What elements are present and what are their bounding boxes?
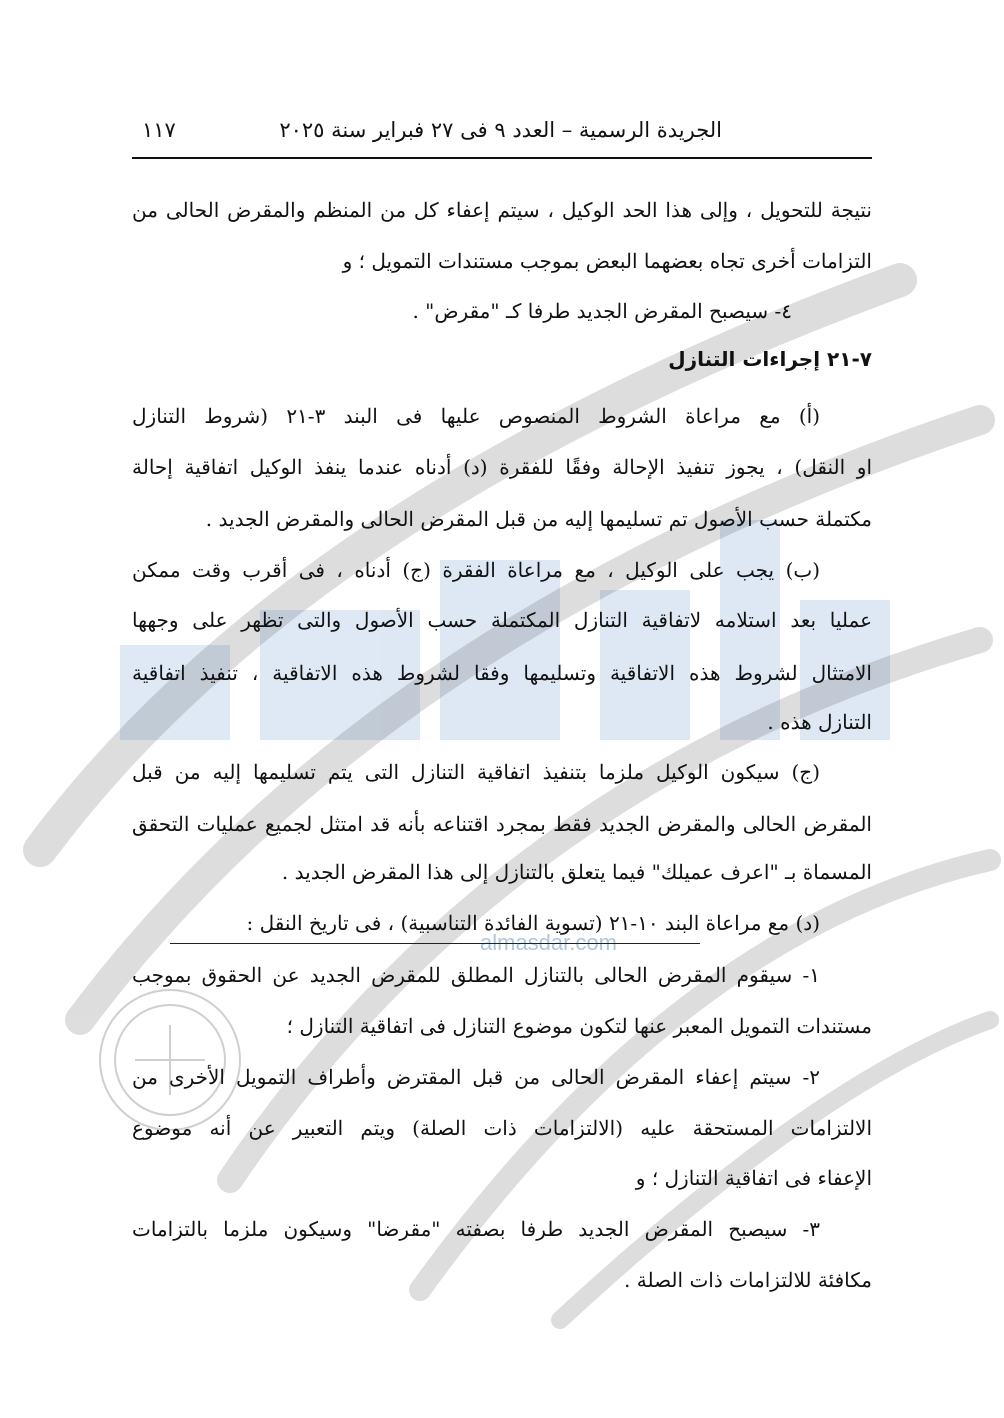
list-item: ٣- سيصبح المقرض الجديد طرفا بصفته "مقرضا" وسيكون ملزما بالتزامات (132, 1217, 820, 1241)
page-number: ١١٧ (142, 118, 176, 142)
body-line: (ج) سيكون الوكيل ملزما بتنفيذ اتفاقية التنازل التى يتم تسليمها إليه من قبل (132, 760, 820, 784)
body-line: او النقل) ، يجوز تنفيذ الإحالة وفقًا للفقرة (د) أدناه عندما ينفذ الوكيل اتفاقية إحالة (132, 455, 872, 479)
body-line: التنازل هذه . (767, 710, 872, 734)
body-line: المسماة بـ "اعرف عميلك" فيما يتعلق بالتنازل إلى هذا المقرض الجديد . (281, 860, 872, 884)
body-line: مكافئة للالتزامات ذات الصلة . (624, 1268, 872, 1292)
list-item: ١- سيقوم المقرض الحالى بالتنازل المطلق للمقرض الجديد عن الحقوق بموجب (132, 963, 820, 987)
section-heading: ٧-٢١ إجراءات التنازل (668, 347, 872, 371)
body-line: الامتثال لشروط هذه الاتفاقية وتسليمها وفقا لشروط هذه الاتفاقية ، تنفيذ اتفاقية (132, 661, 872, 685)
body-line: مستندات التمويل المعبر عنها لتكون موضوع التنازل فى اتفاقية التنازل ؛ (286, 1014, 872, 1038)
body-line: (ب) يجب على الوكيل ، مع مراعاة الفقرة (ج) أدناه ، فى أقرب وقت ممكن (132, 558, 820, 582)
page-header (132, 112, 872, 152)
list-item: ٤- سيصبح المقرض الجديد طرفا كـ "مقرض" . (412, 299, 792, 323)
body-line: التزامات أخرى تجاه بعضهما البعض بموجب مستندات التمويل ؛ و (342, 249, 872, 273)
header-divider (132, 157, 872, 159)
list-item: ٢- سيتم إعفاء المقرض الحالى من قبل المقترض وأطراف التمويل الأخرى من (132, 1065, 820, 1089)
body-line: (أ) مع مراعاة الشروط المنصوص عليها فى البند ٣-٢١ (شروط التنازل (132, 404, 821, 428)
watermark-text: almasdar.com (480, 930, 617, 955)
body-line: عمليا بعد استلامه لاتفاقية التنازل المكتملة حسب الأصول والتى تظهر على وجهها (132, 608, 872, 632)
body-line: مكتملة حسب الأصول تم تسليمها إليه من قبل المقرض الحالى والمقرض الجديد . (205, 507, 872, 531)
divider (170, 943, 700, 944)
gazette-title: الجريدة الرسمية – العدد ٩ فى ٢٧ فبراير سنة ٢٠٢٥ (279, 118, 722, 142)
body-line: الإعفاء فى اتفاقية التنازل ؛ و (635, 1166, 872, 1190)
body-line: (د) مع مراعاة البند ١٠-٢١ (تسوية الفائدة التناسبية) ، فى تاريخ النقل : (246, 911, 820, 935)
body-line: نتيجة للتحويل ، وإلى هذا الحد الوكيل ، سيتم إعفاء كل من المنظم والمقرض الحالى من (132, 198, 872, 222)
body-line: الالتزامات المستحقة عليه (الالتزامات ذات الصلة) ويتم التعبير عن أنه موضوع (132, 1116, 872, 1140)
body-line: المقرض الحالى والمقرض الجديد فقط بمجرد اقتناعه بأنه قد امتثل لجميع عمليات التحقق (132, 812, 872, 836)
